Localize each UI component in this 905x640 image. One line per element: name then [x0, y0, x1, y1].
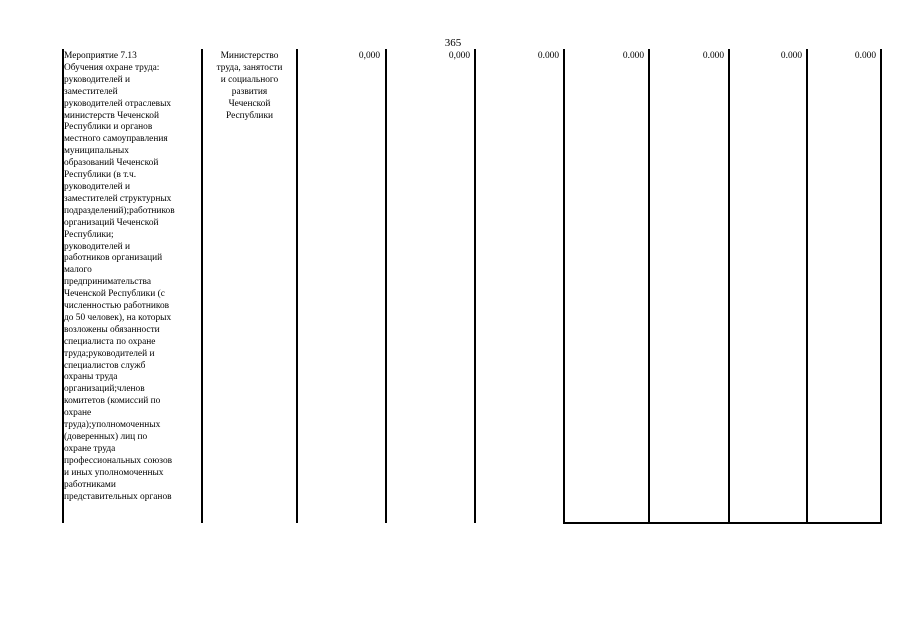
description-line: образований Чеченской: [64, 158, 159, 169]
description-line: предпринимательства: [64, 277, 151, 288]
description-line: Чеченской Республики (с: [64, 289, 165, 300]
ministry-line: развития: [231, 86, 268, 97]
table-border-left: [62, 49, 64, 523]
description-line: труда;руководителей и: [64, 348, 155, 359]
ministry-line: труда, занятости: [216, 62, 283, 73]
ministry-line: Чеченской: [228, 98, 271, 109]
description-line: работниками: [64, 479, 116, 490]
description-line: местного самоуправления: [64, 134, 168, 145]
description-line: малого: [64, 265, 92, 276]
description-line: Республики и органов: [64, 122, 153, 133]
value-cell-4: 0.000: [622, 51, 644, 61]
description-line: специалиста по охране: [64, 336, 156, 347]
description-line: и иных уполномоченных: [64, 467, 164, 478]
description-line: работников организаций: [64, 253, 163, 264]
column-divider: [728, 49, 730, 523]
description-line: организаций Чеченской: [64, 217, 159, 228]
value-cell-3: 0.000: [537, 51, 559, 61]
description-line: профессиональных союзов: [64, 455, 173, 466]
column-divider: [201, 49, 203, 523]
description-line: (доверенных) лиц по: [64, 432, 148, 442]
description-line: труда);уполномоченных: [64, 420, 161, 431]
description-line: до 50 человек), на которых: [64, 312, 172, 323]
description-line: руководителей отраслевых: [64, 98, 172, 109]
column-divider: [806, 49, 808, 523]
description-line: заместителей структурных: [64, 193, 172, 204]
description-line: охране труда: [64, 443, 116, 454]
description-line: Республики;: [64, 229, 114, 240]
description-line: Обучения охране труда:: [64, 62, 160, 73]
ministry-line: Республики: [225, 110, 274, 121]
ministry-line: и социального: [220, 74, 279, 85]
ministry-line: Министерство: [220, 51, 279, 61]
description-line: руководителей и: [64, 74, 131, 85]
description-line: руководителей и: [64, 241, 131, 252]
column-divider: [648, 49, 650, 523]
description-line: охраны труда: [64, 372, 118, 383]
value-cell-5: 0.000: [702, 51, 724, 61]
page-number: 365: [444, 37, 462, 49]
description-line: численностью работников: [64, 301, 170, 312]
description-line: министерств Чеченской: [64, 110, 159, 121]
description-line: представительных органов: [64, 491, 172, 502]
description-line: комитетов (комиссий по: [64, 396, 161, 407]
description-line: муниципальных: [64, 146, 129, 157]
table-border-right: [880, 49, 882, 523]
value-cell-7: 0.000: [854, 51, 876, 61]
column-divider: [385, 49, 387, 523]
value-cell-6: 0.000: [780, 51, 802, 61]
description-line: организаций;членов: [64, 384, 145, 395]
column-divider: [474, 49, 476, 523]
description-line: подразделений);работников: [64, 205, 175, 216]
event-description: [64, 51, 201, 503]
responsible-ministry: [204, 51, 295, 122]
table-border-bottom: [563, 522, 882, 524]
description-line: Мероприятие 7.13: [64, 51, 137, 61]
description-line: специалистов служб: [64, 360, 146, 371]
description-line: охране: [64, 408, 92, 419]
description-line: Республики (в т.ч.: [64, 170, 137, 181]
column-divider: [296, 49, 298, 523]
column-divider: [563, 49, 565, 523]
description-line: заместителей: [64, 86, 118, 97]
value-cell-1: 0,000: [358, 51, 380, 61]
description-line: руководителей и: [64, 181, 131, 192]
description-line: возложены обязанности: [64, 324, 160, 335]
value-cell-2: 0,000: [448, 51, 470, 61]
